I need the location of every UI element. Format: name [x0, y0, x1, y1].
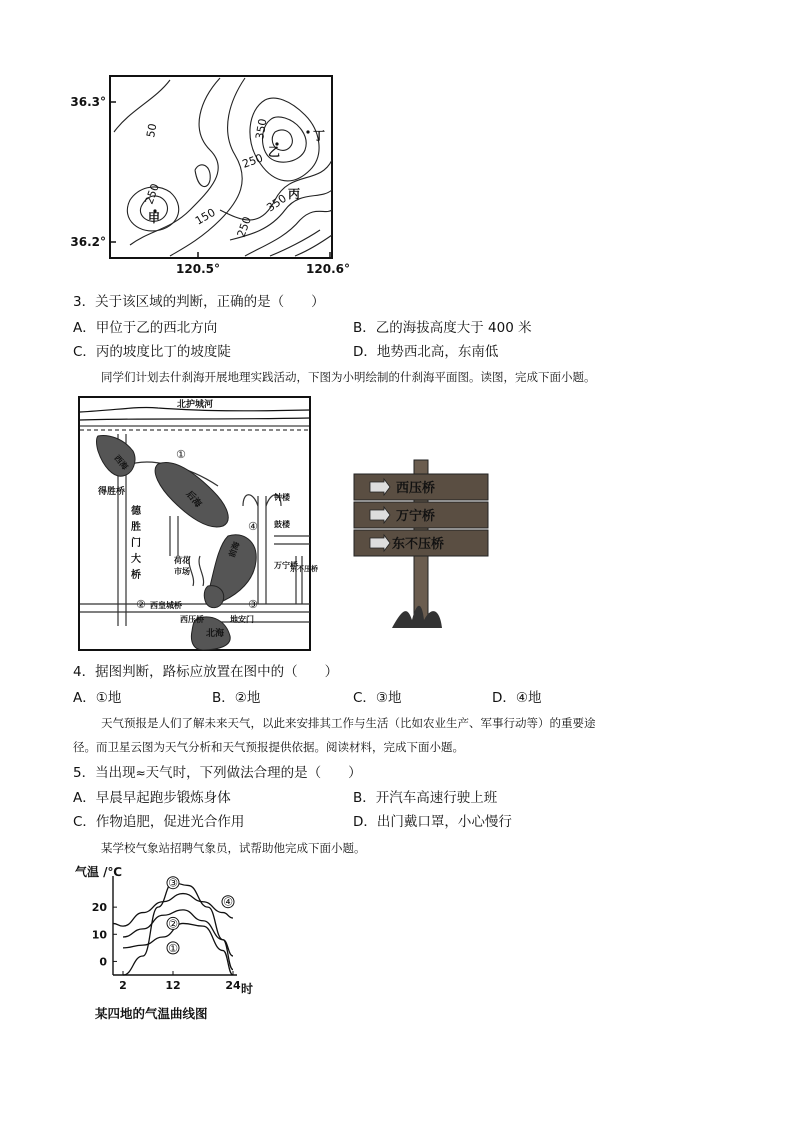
q6-intro: 某学校气象站招聘气象员，试帮助他完成下面小题。: [101, 841, 366, 855]
chart-x-tick-label: 2: [119, 979, 127, 992]
map-label: 德: [131, 506, 141, 517]
point-yi-label: 乙: [268, 145, 281, 159]
chart-series-label: ②: [168, 917, 178, 931]
fog-weather-icon: ≈: [135, 766, 146, 780]
map-label: 大: [131, 554, 141, 565]
lat-bottom-label: 36.2°: [70, 235, 106, 249]
shichahai-map-svg: [78, 396, 318, 652]
map-label: 后海: [183, 489, 203, 510]
q5-intro-line2: 径。而卫星云图为天气分析和天气预报提供依据。阅读材料，完成下面小题。: [73, 740, 464, 754]
map-label: 前海: [227, 540, 242, 559]
temperature-chart: [73, 860, 273, 1020]
contour-map-svg: [70, 70, 350, 280]
map-label: 市场: [174, 567, 190, 576]
chart-x-tick-label: 12: [165, 979, 181, 992]
map-label: 东不压桥: [290, 565, 318, 573]
map-label: 鼓楼: [274, 520, 290, 529]
q3-stem: 3．关于该区域的判断，正确的是（ ）: [73, 294, 325, 310]
map-label: 得胜桥: [98, 487, 126, 497]
map-label: 北海: [206, 629, 225, 639]
chart-y-tick-label: 10: [91, 928, 107, 942]
map-label: 万宁桥: [274, 561, 298, 570]
map-label: 地安门: [230, 615, 254, 624]
signpost-svg: [352, 460, 492, 630]
map-marker-2: ②: [136, 598, 146, 611]
map-label: 桥: [131, 570, 141, 581]
q5-stem-after: 天气时，下列做法合理的是（ ）: [145, 765, 362, 781]
sign-2: 万宁桥: [396, 509, 436, 524]
q3-option-d: D．地势西北高，东南低: [353, 344, 499, 360]
q5-intro-line1: 天气预报是人们了解未来天气，以此来安排其工作与生活（比如农业生产、军事行动等）的重要途: [101, 716, 596, 730]
q4-option-c: C．③地: [353, 690, 402, 706]
lat-top-label: 36.3°: [70, 95, 106, 109]
q5-stem: [73, 763, 362, 783]
point-ding-label: 丁: [313, 129, 326, 143]
chart-y-tick-label: 20: [91, 901, 107, 915]
chart-series-label: ③: [168, 876, 178, 890]
lon-left-label: 120.5°: [176, 262, 220, 276]
shichahai-map: [78, 396, 318, 652]
q5-option-a: A．早晨早起跑步锻炼身体: [73, 790, 231, 806]
contour-label: 350: [264, 191, 289, 215]
chart-xlabel: 时: [241, 982, 254, 996]
sign-1: 西压桥: [396, 481, 436, 496]
temperature-chart-svg: [73, 860, 273, 1020]
q3-option-b: B．乙的海拔高度大于 400 米: [353, 320, 532, 336]
map-label: 门: [131, 538, 141, 549]
chart-series-label: ①: [168, 941, 178, 955]
q3-option-c: C．丙的坡度比丁的坡度陡: [73, 344, 231, 360]
map-label: 胜: [131, 522, 141, 533]
contour-label: 250: [240, 151, 265, 171]
contour-map: [70, 70, 350, 280]
q4-option-a: A．①地: [73, 690, 122, 706]
map-marker-1: ①: [176, 448, 186, 461]
q4-stem: 4．据图判断，路标应放置在图中的（ ）: [73, 664, 339, 680]
map-marker-3: ③: [248, 598, 258, 611]
q4-option-b: B．②地: [212, 690, 261, 706]
sign-3: 东不压桥: [392, 537, 445, 552]
point-jia-label: 甲: [148, 211, 161, 225]
contour-label: 250: [234, 214, 255, 240]
chart-y-tick-label: 0: [99, 955, 107, 969]
q4-intro: 同学们计划去什刹海开展地理实践活动，下图为小明绘制的什刹海平面图。读图，完成下面小题。: [101, 370, 596, 384]
q5-option-b: B．开汽车高速行驶上班: [353, 790, 498, 806]
contour-label: 250: [142, 181, 163, 207]
chart-x-tick-label: 24: [225, 979, 241, 992]
chart-ylabel: 气温 /℃: [75, 865, 123, 879]
map-label: 钟楼: [274, 493, 290, 502]
lon-right-label: 120.6°: [306, 262, 350, 276]
q5-option-c: C．作物追肥，促进光合作用: [73, 814, 245, 830]
point-bing-label: 丙: [288, 187, 301, 201]
map-label: 西压桥: [180, 615, 204, 624]
chart-caption: 某四地的气温曲线图: [95, 1006, 208, 1021]
map-label: 西海: [112, 453, 130, 472]
map-label: 北护城河: [176, 400, 214, 410]
contour-label: 350: [253, 117, 270, 141]
q5-option-d: D．出门戴口罩，小心慢行: [353, 814, 512, 830]
map-label: 荷花: [174, 556, 190, 565]
q5-stem-before: 5．当出现: [73, 765, 136, 781]
chart-series-label: ④: [223, 895, 233, 909]
contour-label: 150: [193, 205, 218, 228]
contour-label: 50: [144, 122, 160, 139]
q3-option-a: A．甲位于乙的西北方向: [73, 320, 218, 336]
map-marker-4: ④: [248, 520, 258, 533]
map-label: 西皇城桥: [150, 601, 182, 610]
q4-option-d: D．④地: [492, 690, 542, 706]
signpost-illustration: [352, 460, 492, 630]
